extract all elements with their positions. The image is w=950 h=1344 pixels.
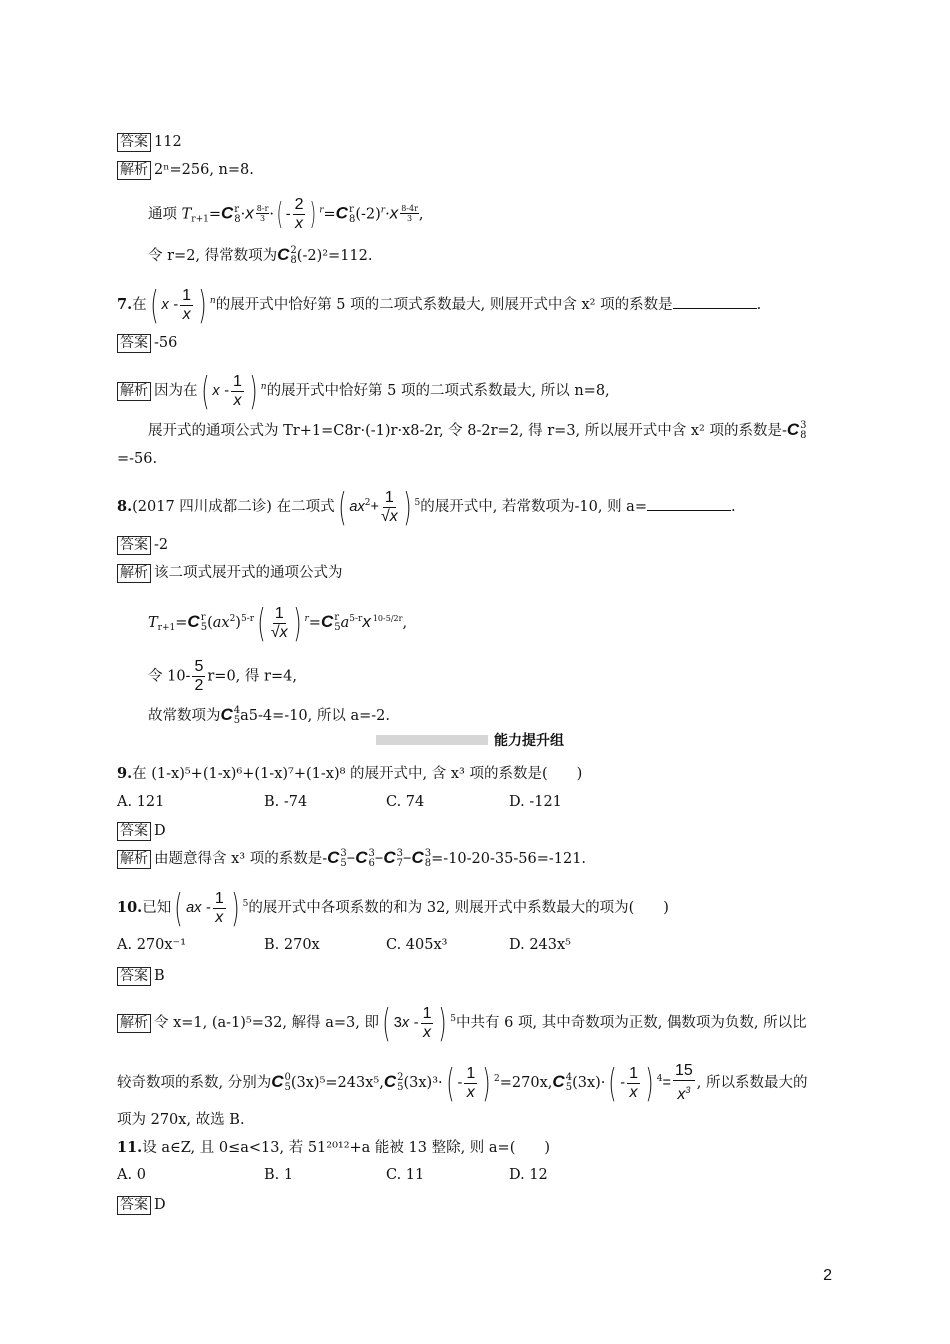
answer-tag: 答案 bbox=[117, 536, 151, 555]
q11-answer: D bbox=[154, 1197, 166, 1213]
q10-option-d: D. 243x⁵ bbox=[509, 937, 571, 953]
q10-line2-f: , 所以系数最大的 bbox=[696, 1075, 808, 1091]
q7-number: 7. bbox=[117, 296, 133, 313]
q7-analysis-a: 因为在 bbox=[154, 383, 198, 399]
q10-analysis-line: 解析 令 x=1, (a-1)⁵=32, 解得 a=3, 即( 3x - $\frac{1}{x}$ ) $^5$中共有 6 项, 其中奇数项为正数, 偶数项为负数, 所以比 bbox=[117, 1004, 807, 1042]
q9-option-d: D. -121 bbox=[509, 794, 562, 810]
q9-analysis-line: 解析 由题意得含 x³ 项的系数是-C 3 5 −C 3 6 −C 3 7 −C 3 8 =-10-20-35-56=-121. bbox=[117, 848, 586, 869]
q6-line3-text: 令 r=2, 得常数项为 bbox=[148, 248, 278, 264]
q8-line3-a: 令 10- bbox=[148, 668, 191, 685]
answer-tag: 答案 bbox=[117, 1196, 151, 1215]
q8-stem-a: (2017 四川成都二诊) 在二项式 bbox=[132, 499, 335, 515]
q10-answer: B bbox=[154, 968, 165, 984]
q6-line3-end: (-2)²=112. bbox=[296, 248, 373, 264]
q7-line3-text: =-56. bbox=[117, 451, 158, 467]
q11-option-c: C. 11 bbox=[386, 1167, 425, 1183]
q10-option-c: C. 405x³ bbox=[386, 937, 448, 953]
q9-option-a: A. 121 bbox=[117, 794, 165, 810]
q10-line2-a: 较奇数项的系数, 分别为 bbox=[117, 1075, 272, 1091]
q8-constant-term: 故常数项为C 4 5 a5-4=-10, 所以 a=-2. bbox=[148, 705, 391, 726]
q10-option-b: B. 270x bbox=[264, 937, 320, 953]
answer-tag: 答案 bbox=[117, 334, 151, 353]
q11-stem-text: 设 a∈Z, 且 0≤a<13, 若 51²⁰¹²+a 能被 13 整除, 则 a=( ) bbox=[142, 1140, 551, 1156]
q9-number: 9. bbox=[117, 765, 133, 782]
q6-general-term-label: 通项 bbox=[148, 206, 177, 223]
q11-option-b: B. 1 bbox=[264, 1167, 294, 1183]
q9-analysis-b: =-10-20-35-56=-121. bbox=[431, 851, 587, 867]
q7-line2-text: 展开式的通项公式为 Tr+1=C8r·(-1)r·x8-2r, 令 8-2r=2, 得 r=3, 所以展开式中含 x² 项的系数是- bbox=[148, 423, 787, 439]
q11-option-d: D. 12 bbox=[509, 1167, 548, 1183]
q11-number: 11. bbox=[117, 1139, 143, 1156]
q7-answer: -56 bbox=[154, 335, 178, 351]
page-number: 2 bbox=[823, 1267, 832, 1284]
q7-stem-b: 的展开式中恰好第 5 项的二项式系数最大, 则展开式中含 x² 项的系数是 bbox=[215, 297, 673, 313]
q7-analysis-line2: 展开式的通项公式为 Tr+1=C8r·(-1)r·x8-2r, 令 8-2r=2, 得 r=3, 所以展开式中含 x² 项的系数是-C 3 8 bbox=[148, 420, 807, 441]
section-title: 能力提升组 bbox=[494, 733, 564, 749]
q9-option-b: B. -74 bbox=[264, 794, 308, 810]
q8-line4-b: a5-4=-10, 所以 a=-2. bbox=[240, 708, 391, 724]
q10-stem-a: 已知 bbox=[142, 900, 172, 916]
q9-stem bbox=[117, 764, 582, 784]
q8-general-term: $T_{r+1}=C$ r 5 $(ax^2)^{5-r}$( $\frac{1}{√x}$ ) $^r$=C r 5 $a^{5-r}x$ 10-5/2r , bbox=[148, 601, 408, 645]
q6-answer: 112 bbox=[154, 134, 182, 150]
q10-number: 10. bbox=[117, 899, 143, 916]
q10-analysis-a: 令 x=1, (a-1)⁵=32, 解得 a=3, 即 bbox=[154, 1015, 379, 1031]
q6-answer-line bbox=[117, 132, 182, 152]
q7-answer-blank bbox=[673, 294, 757, 309]
q8-answer-blank bbox=[647, 496, 731, 511]
section-decoration-bar bbox=[376, 735, 488, 745]
q9-answer-line bbox=[117, 821, 166, 841]
q8-number: 8. bbox=[117, 498, 133, 515]
q6-analysis-line bbox=[117, 160, 254, 180]
answer-tag: 答案 bbox=[117, 967, 151, 986]
q10-analysis-line2: 较奇数项的系数, 分别为C 0 5 (3x)⁵=243x⁵,C 2 5 (3x)³·( - $\frac{1}{x}$ ) $^2$=270x,C 4 5 (3x)·( - $\frac{1}{x}$ ) $^4$= $\frac{15}{x^3}$ , 所以系数最大的 bbox=[117, 1061, 808, 1105]
q10-line3: 项为 270x, 故选 B. bbox=[117, 1112, 245, 1128]
q7-stem-a: 在 bbox=[132, 297, 147, 313]
q10-line2-e: (3x)· bbox=[572, 1075, 606, 1091]
q9-answer: D bbox=[154, 823, 166, 839]
analysis-tag: 解析 bbox=[117, 1014, 151, 1033]
q10-option-a: A. 270x⁻¹ bbox=[117, 937, 187, 953]
q9-option-c: C. 74 bbox=[386, 794, 425, 810]
q11-answer-line bbox=[117, 1195, 166, 1215]
q8-line4-a: 故常数项为 bbox=[148, 708, 221, 724]
q7-analysis-line3 bbox=[117, 449, 157, 469]
q8-analysis-text: 该二项式展开式的通项公式为 bbox=[154, 565, 343, 581]
q8-answer: -2 bbox=[154, 537, 169, 553]
q8-solve-r: 令 10- $\frac{5}{2}$ r=0, 得 r=4, bbox=[148, 658, 297, 694]
q10-line2-b: (3x)⁵=243x⁵, bbox=[290, 1075, 384, 1091]
q10-answer-line bbox=[117, 966, 165, 986]
q8-analysis-line bbox=[117, 563, 343, 583]
q10-line2-c: (3x)³· bbox=[403, 1075, 443, 1091]
q9-analysis-a: 由题意得含 x³ 项的系数是- bbox=[154, 851, 328, 867]
q10-stem: 10.已知( ax - $\frac{1}{x}$ ) $^5$的展开式中各项系数的和为 32, 则展开式中系数最大的项为( ) bbox=[117, 886, 669, 930]
q6-constant-term: 令 r=2, 得常数项为C 2 8 (-2)²=112. bbox=[148, 245, 373, 266]
q11-stem bbox=[117, 1138, 550, 1158]
q7-analysis-line: 解析 因为在( x - $\frac{1}{x}$ ) $^n$的展开式中恰好第 5 项的二项式系数最大, 所以 n=8, bbox=[117, 372, 610, 410]
analysis-tag: 解析 bbox=[117, 161, 151, 180]
q8-line3-b: r=0, 得 r=4, bbox=[207, 668, 297, 685]
analysis-tag: 解析 bbox=[117, 382, 151, 401]
q6-analysis-text: 2ⁿ=256, n=8. bbox=[154, 162, 254, 178]
q8-stem: 8.(2017 四川成都二诊) 在二项式( $ax^2+$ $\frac{1}{√x}$ ) $^5$的展开式中, 若常数项为-10, 则 a= . bbox=[117, 485, 736, 529]
q7-answer-line bbox=[117, 333, 177, 353]
q8-stem-b: 的展开式中, 若常数项为-10, 则 a= bbox=[420, 499, 647, 515]
q10-stem-b: 的展开式中各项系数的和为 32, 则展开式中系数最大的项为( ) bbox=[248, 900, 669, 916]
q10-line2-d: =270x, bbox=[499, 1075, 553, 1091]
q9-stem-text: 在 (1-x)⁵+(1-x)⁶+(1-x)⁷+(1-x)⁸ 的展开式中, 含 x³ 项的系数是( ) bbox=[132, 766, 583, 782]
q10-analysis-b: 中共有 6 项, 其中奇数项为正数, 偶数项为负数, 所以比 bbox=[456, 1015, 807, 1031]
answer-tag: 答案 bbox=[117, 822, 151, 841]
analysis-tag: 解析 bbox=[117, 564, 151, 583]
analysis-tag: 解析 bbox=[117, 850, 151, 869]
q10-analysis-line3 bbox=[117, 1110, 245, 1130]
q6-general-term: 通项 $T_{r+1}=C$ r 8 ·x $\frac{8-r}{3}$ ·( - $\frac{2}{x}$ ) $^r$=C r 8 $(-2)^r\cdot x$ $\frac{8-4r}{3}$ , bbox=[148, 196, 424, 232]
answer-tag: 答案 bbox=[117, 133, 151, 152]
q7-stem: 7.在( x - $\frac{1}{x}$ ) $^n$的展开式中恰好第 5 项的二项式系数最大, 则展开式中含 x² 项的系数是 . bbox=[117, 283, 762, 327]
q11-option-a: A. 0 bbox=[117, 1167, 146, 1183]
q8-answer-line bbox=[117, 535, 168, 555]
q7-analysis-b: 的展开式中恰好第 5 项的二项式系数最大, 所以 n=8, bbox=[266, 383, 610, 399]
